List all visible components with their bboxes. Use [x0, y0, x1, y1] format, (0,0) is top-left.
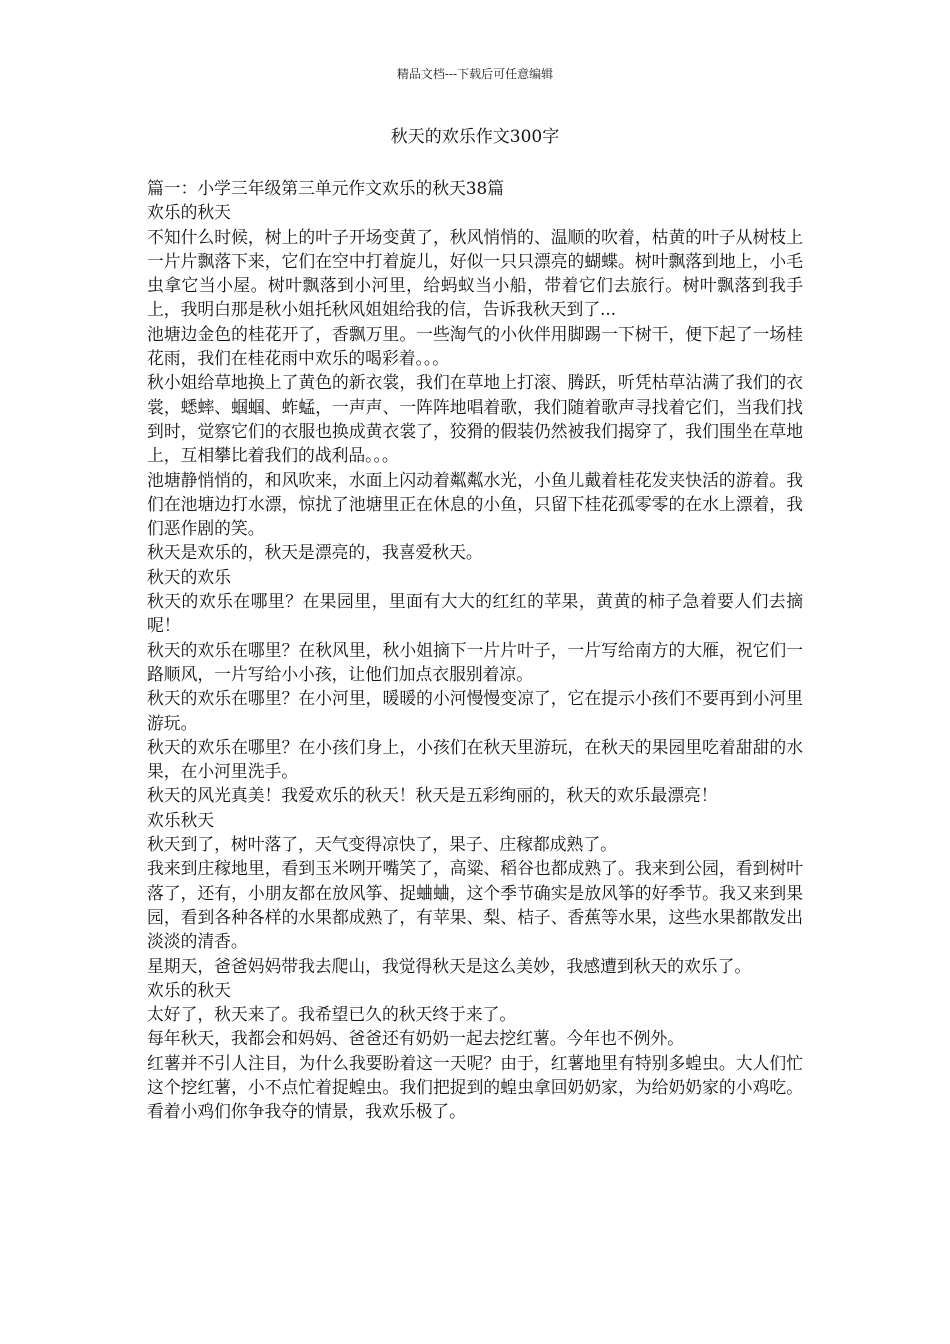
- paragraph: 不知什么时候，树上的叶子开场变黄了，秋风悄悄的、温顺的吹着，枯黄的叶子从树枝上一片片飘落下来，它们在空中打着旋儿，好似一只只漂亮的蝴蝶。树叶飘落到地上，小毛虫拿它当小屋。树叶飘落到小河里，给蚂蚁当小船，带着它们去旅行。树叶飘落到我手上，我明白那是秋小姐托秋风姐姐给我的信，告诉我秋天到了...: [147, 226, 803, 320]
- document-title: 秋天的欢乐作文300字: [390, 127, 560, 147]
- paragraph: 红薯并不引人注目，为什么我要盼着这一天呢？由于，红薯地里有特别多蝗虫。大人们忙这个挖红薯，小不点忙着捉蝗虫。我们把捉到的蝗虫拿回奶奶家，为给奶奶家的小鸡吃。看着小鸡们你争我夺的情景，我欢乐极了。: [147, 1052, 803, 1122]
- paragraph: 秋小姐给草地换上了黄色的新衣裳，我们在草地上打滚、腾跃，听凭枯草沾满了我们的衣裳，蟋蟀、蝈蝈、蚱蜢，一声声、一阵阵地唱着歌，我们随着歌声寻找着它们，当我们找到时，觉察它们的衣服也换成黄衣裳了，狡猾的假装仍然被我们揭穿了，我们围坐在草地上，互相攀比着我们的战利品。。。: [147, 372, 803, 466]
- header-note: 精品文档---下载后可任意编辑: [396, 67, 554, 81]
- subheading: 秋天的欢乐: [147, 566, 231, 587]
- paragraph: 秋天的欢乐在哪里？在小河里，暖暖的小河慢慢变凉了，它在提示小孩们不要再到小河里游玩。: [147, 688, 803, 733]
- subheading: 欢乐的秋天: [147, 979, 231, 1000]
- subheading: 欢乐秋天: [147, 809, 215, 830]
- paragraph: 秋天的欢乐在哪里？在秋风里，秋小姐摘下一片片叶子，一片写给南方的大雁，祝它们一路顺风，一片写给小小孩，让他们加点衣服别着凉。: [147, 639, 803, 684]
- document-body: [147, 176, 803, 1124]
- paragraph: 秋天的欢乐在哪里？在小孩们身上，小孩们在秋天里游玩，在秋天的果园里吃着甜甜的水果，在小河里洗手。: [147, 736, 803, 782]
- paragraph: 池塘静悄悄的，和风吹来，水面上闪动着粼粼水光，小鱼儿戴着桂花发夹快活的游着。我们在池塘边打水漂，惊扰了池塘里正在休息的小鱼，只留下桂花孤零零的在水上漂着，我们恶作剧的笑。: [147, 469, 803, 539]
- paragraph: 每年秋天，我都会和妈妈、爸爸还有奶奶一起去挖红薯。今年也不例外。: [147, 1028, 685, 1049]
- paragraph: 秋天到了，树叶落了，天气变得凉快了，果子、庄稼都成熟了。: [147, 834, 617, 855]
- paragraph: 秋天是欢乐的，秋天是漂亮的，我喜爱秋天。: [147, 542, 483, 563]
- paragraph: 秋天的欢乐在哪里？在果园里，里面有大大的红红的苹果，黄黄的柿子急着要人们去摘呢！: [147, 591, 803, 636]
- paragraph: 秋天的风光真美！我爱欢乐的秋天！秋天是五彩绚丽的，秋天的欢乐最漂亮！: [147, 785, 718, 806]
- paragraph: 池塘边金色的桂花开了，香飘万里。一些淘气的小伙伴用脚踢一下树干，便下起了一场桂花雨，我们在桂花雨中欢乐的喝彩着。。。: [147, 323, 803, 369]
- subheading: 欢乐的秋天: [147, 202, 231, 223]
- paragraph: 星期天，爸爸妈妈带我去爬山，我觉得秋天是这么美妙，我感遭到秋天的欢乐了。: [147, 955, 752, 976]
- paragraph: 我来到庄稼地里，看到玉米咧开嘴笑了，高粱、稻谷也都成熟了。我来到公园，看到树叶落了，还有，小朋友都在放风筝、捉蛐蛐，这个季节确实是放风筝的好季节。我又来到果园，看到各种各样的水果都成熟了，有苹果、梨、桔子、香蕉等水果，这些水果都散发出淡淡的清香。: [147, 858, 803, 952]
- paragraph: 太好了，秋天来了。我希望已久的秋天终于来了。: [147, 1004, 517, 1025]
- section-heading: 篇一：小学三年级第三单元作文欢乐的秋天38篇: [147, 178, 504, 198]
